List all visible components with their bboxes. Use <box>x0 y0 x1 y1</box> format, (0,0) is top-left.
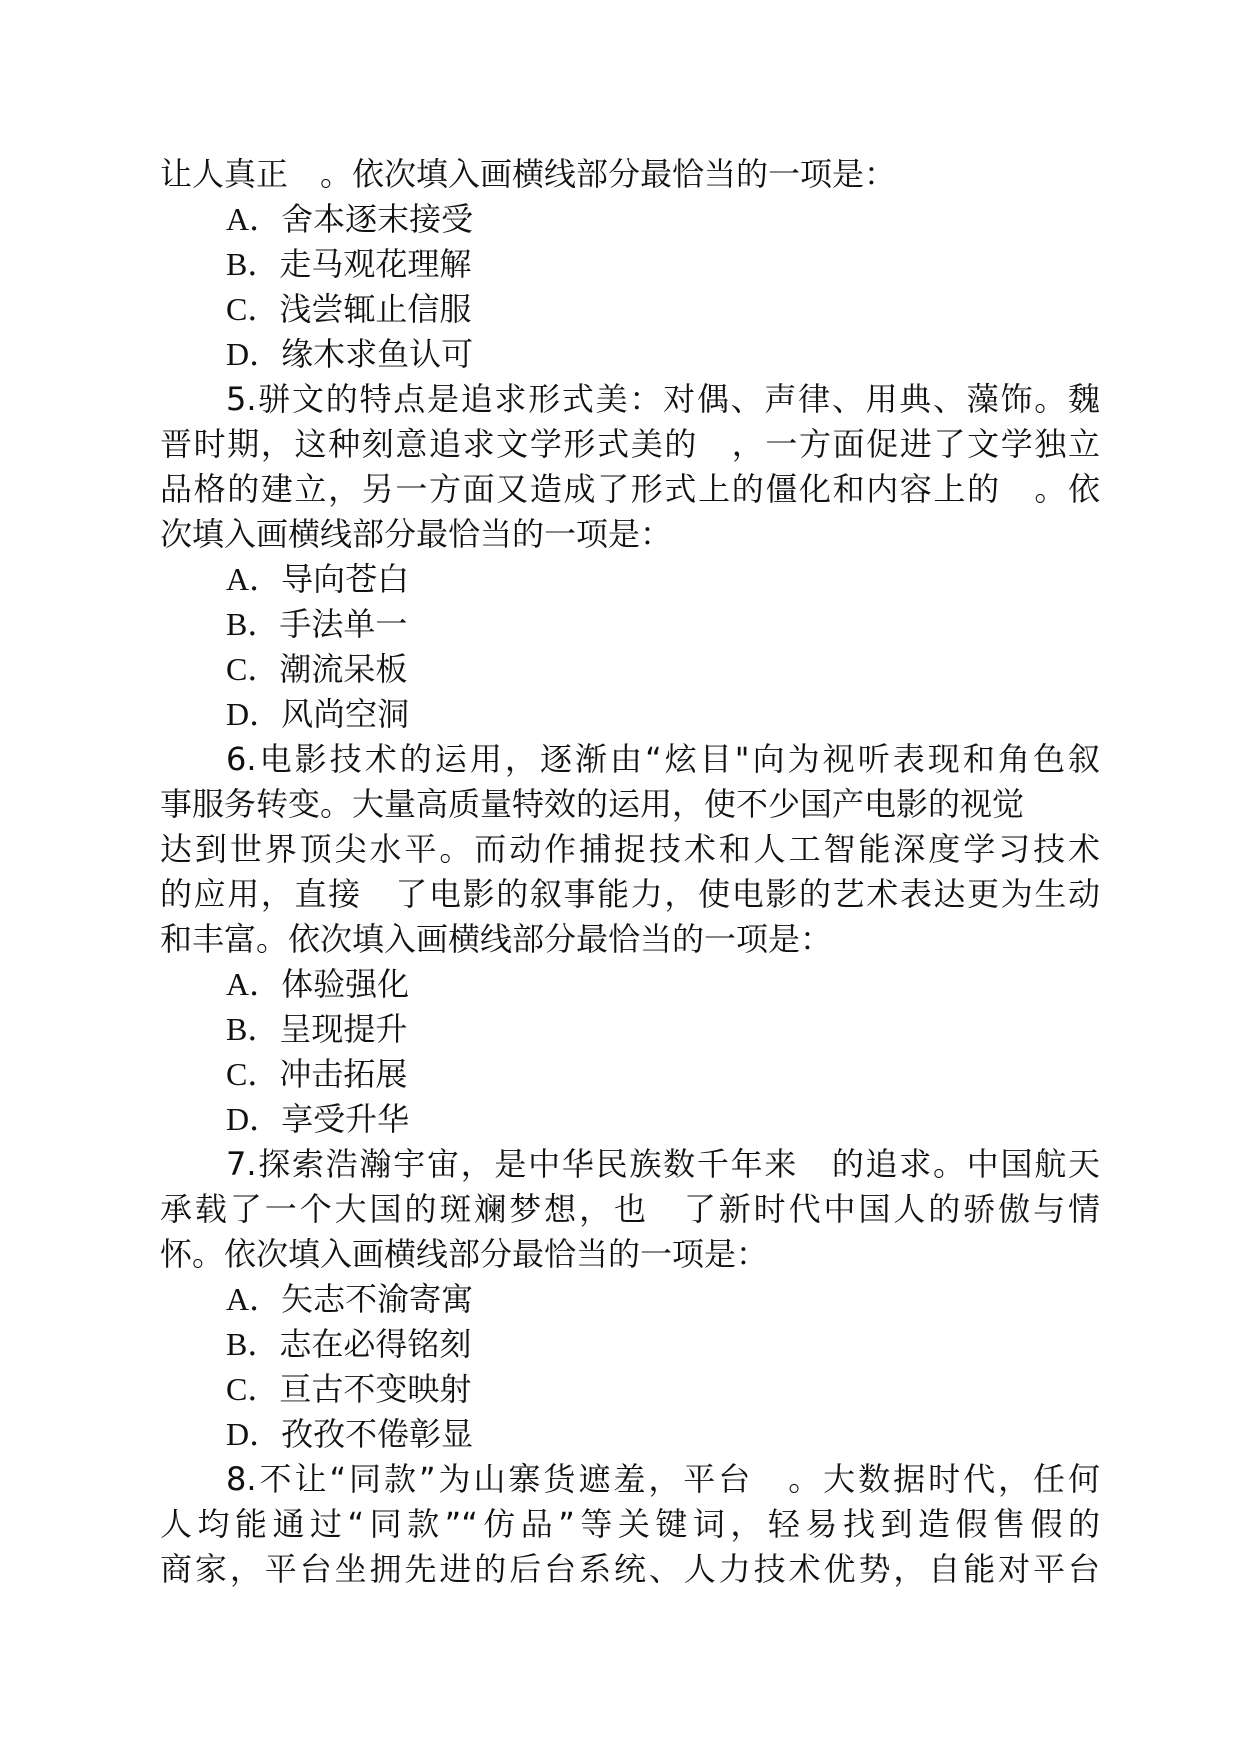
q8-line-3: 商家，平台坐拥先进的后台系统、人力技术优势，自能对平台 <box>160 1550 1100 1588</box>
option-letter: A． <box>226 201 282 237</box>
q5-option-b <box>160 602 1100 647</box>
option-letter: A． <box>226 1281 282 1317</box>
q6-option-d <box>160 1097 1100 1142</box>
q6-option-a <box>160 962 1100 1007</box>
option-text: 缘木求鱼认可 <box>281 335 474 373</box>
option-text: 潮流呆板 <box>279 650 408 688</box>
option-text: 呈现提升 <box>279 1010 408 1048</box>
q4-option-c <box>160 287 1100 332</box>
option-text: 走马观花理解 <box>279 245 472 283</box>
q7-option-b <box>160 1322 1100 1367</box>
q5-option-c <box>160 647 1100 692</box>
q5-line-4: 次填入画横线部分最恰当的一项是： <box>160 515 673 553</box>
q6-line-4: 的应用，直接 了电影的叙事能力，使电影的艺术表达更为生动 <box>160 875 1100 913</box>
q8-line-1: 8.不让“同款”为山寨货遮羞，平台 。大数据时代，任何 <box>226 1460 1100 1498</box>
option-letter: B． <box>226 1326 280 1362</box>
q6-line-5: 和丰富。依次填入画横线部分最恰当的一项是： <box>160 920 833 958</box>
q7-option-d <box>160 1412 1100 1457</box>
q6-option-c <box>160 1052 1100 1097</box>
option-text: 享受升华 <box>281 1100 410 1138</box>
option-letter: D． <box>226 1416 282 1452</box>
option-letter: A． <box>226 966 282 1002</box>
q5-line-3: 品格的建立，另一方面又造成了形式上的僵化和内容上的 。依 <box>160 470 1100 508</box>
option-text: 体验强化 <box>281 965 410 1003</box>
q7-line-3: 怀。依次填入画横线部分最恰当的一项是： <box>160 1235 769 1273</box>
q7-line-2: 承载了一个大国的斑斓梦想，也 了新时代中国人的骄傲与情 <box>160 1190 1100 1228</box>
q6-line-3: 达到世界顶尖水平。而动作捕捉技术和人工智能深度学习技术 <box>160 830 1100 868</box>
q5-option-d <box>160 692 1100 737</box>
q7-line-1: 7.探索浩瀚宇宙，是中华民族数千年来 的追求。中国航天 <box>226 1145 1100 1183</box>
option-letter: C． <box>226 1056 280 1092</box>
option-letter: C． <box>226 291 280 327</box>
q4-option-d <box>160 332 1100 377</box>
option-letter: C． <box>226 651 280 687</box>
option-letter: D． <box>226 1101 282 1137</box>
option-text: 浅尝辄止信服 <box>279 290 472 328</box>
q6-option-b <box>160 1007 1100 1052</box>
q4-prompt-line: 让人真正 。依次填入画横线部分最恰当的一项是： <box>160 155 897 193</box>
option-text: 手法单一 <box>279 605 408 643</box>
option-letter: B． <box>226 606 280 642</box>
document-page <box>160 152 1100 1592</box>
option-letter: B． <box>226 1011 280 1047</box>
option-text: 风尚空洞 <box>281 695 410 733</box>
q7-option-c <box>160 1367 1100 1412</box>
q6-line-1: 6.电影技术的运用，逐渐由“炫目"向为视听表现和角色叙 <box>226 740 1100 778</box>
q5-line-1: 5.骈文的特点是追求形式美：对偶、声律、用典、藻饰。魏 <box>226 380 1100 418</box>
option-letter: A． <box>226 561 282 597</box>
option-letter: D． <box>226 336 282 372</box>
q5-line-2: 晋时期，这种刻意追求文学形式美的 ，一方面促进了文学独立 <box>160 425 1100 463</box>
q4-option-a <box>160 197 1100 242</box>
option-letter: D． <box>226 696 282 732</box>
q5-option-a <box>160 557 1100 602</box>
q8-line-2: 人均能通过“同款”“仿品”等关键词，轻易找到造假售假的 <box>160 1505 1100 1543</box>
option-text: 志在必得铭刻 <box>279 1325 472 1363</box>
option-text: 孜孜不倦彰显 <box>281 1415 474 1453</box>
option-text: 冲击拓展 <box>279 1055 408 1093</box>
option-letter: C． <box>226 1371 280 1407</box>
q7-option-a <box>160 1277 1100 1322</box>
option-text: 导向苍白 <box>281 560 410 598</box>
option-text: 矢志不渝寄寓 <box>281 1280 474 1318</box>
option-text: 舍本逐末接受 <box>281 200 474 238</box>
option-text: 亘古不变映射 <box>279 1370 472 1408</box>
q4-option-b <box>160 242 1100 287</box>
option-letter: B． <box>226 246 280 282</box>
q6-line-2: 事服务转变。大量高质量特效的运用，使不少国产电影的视觉 <box>160 785 1025 823</box>
